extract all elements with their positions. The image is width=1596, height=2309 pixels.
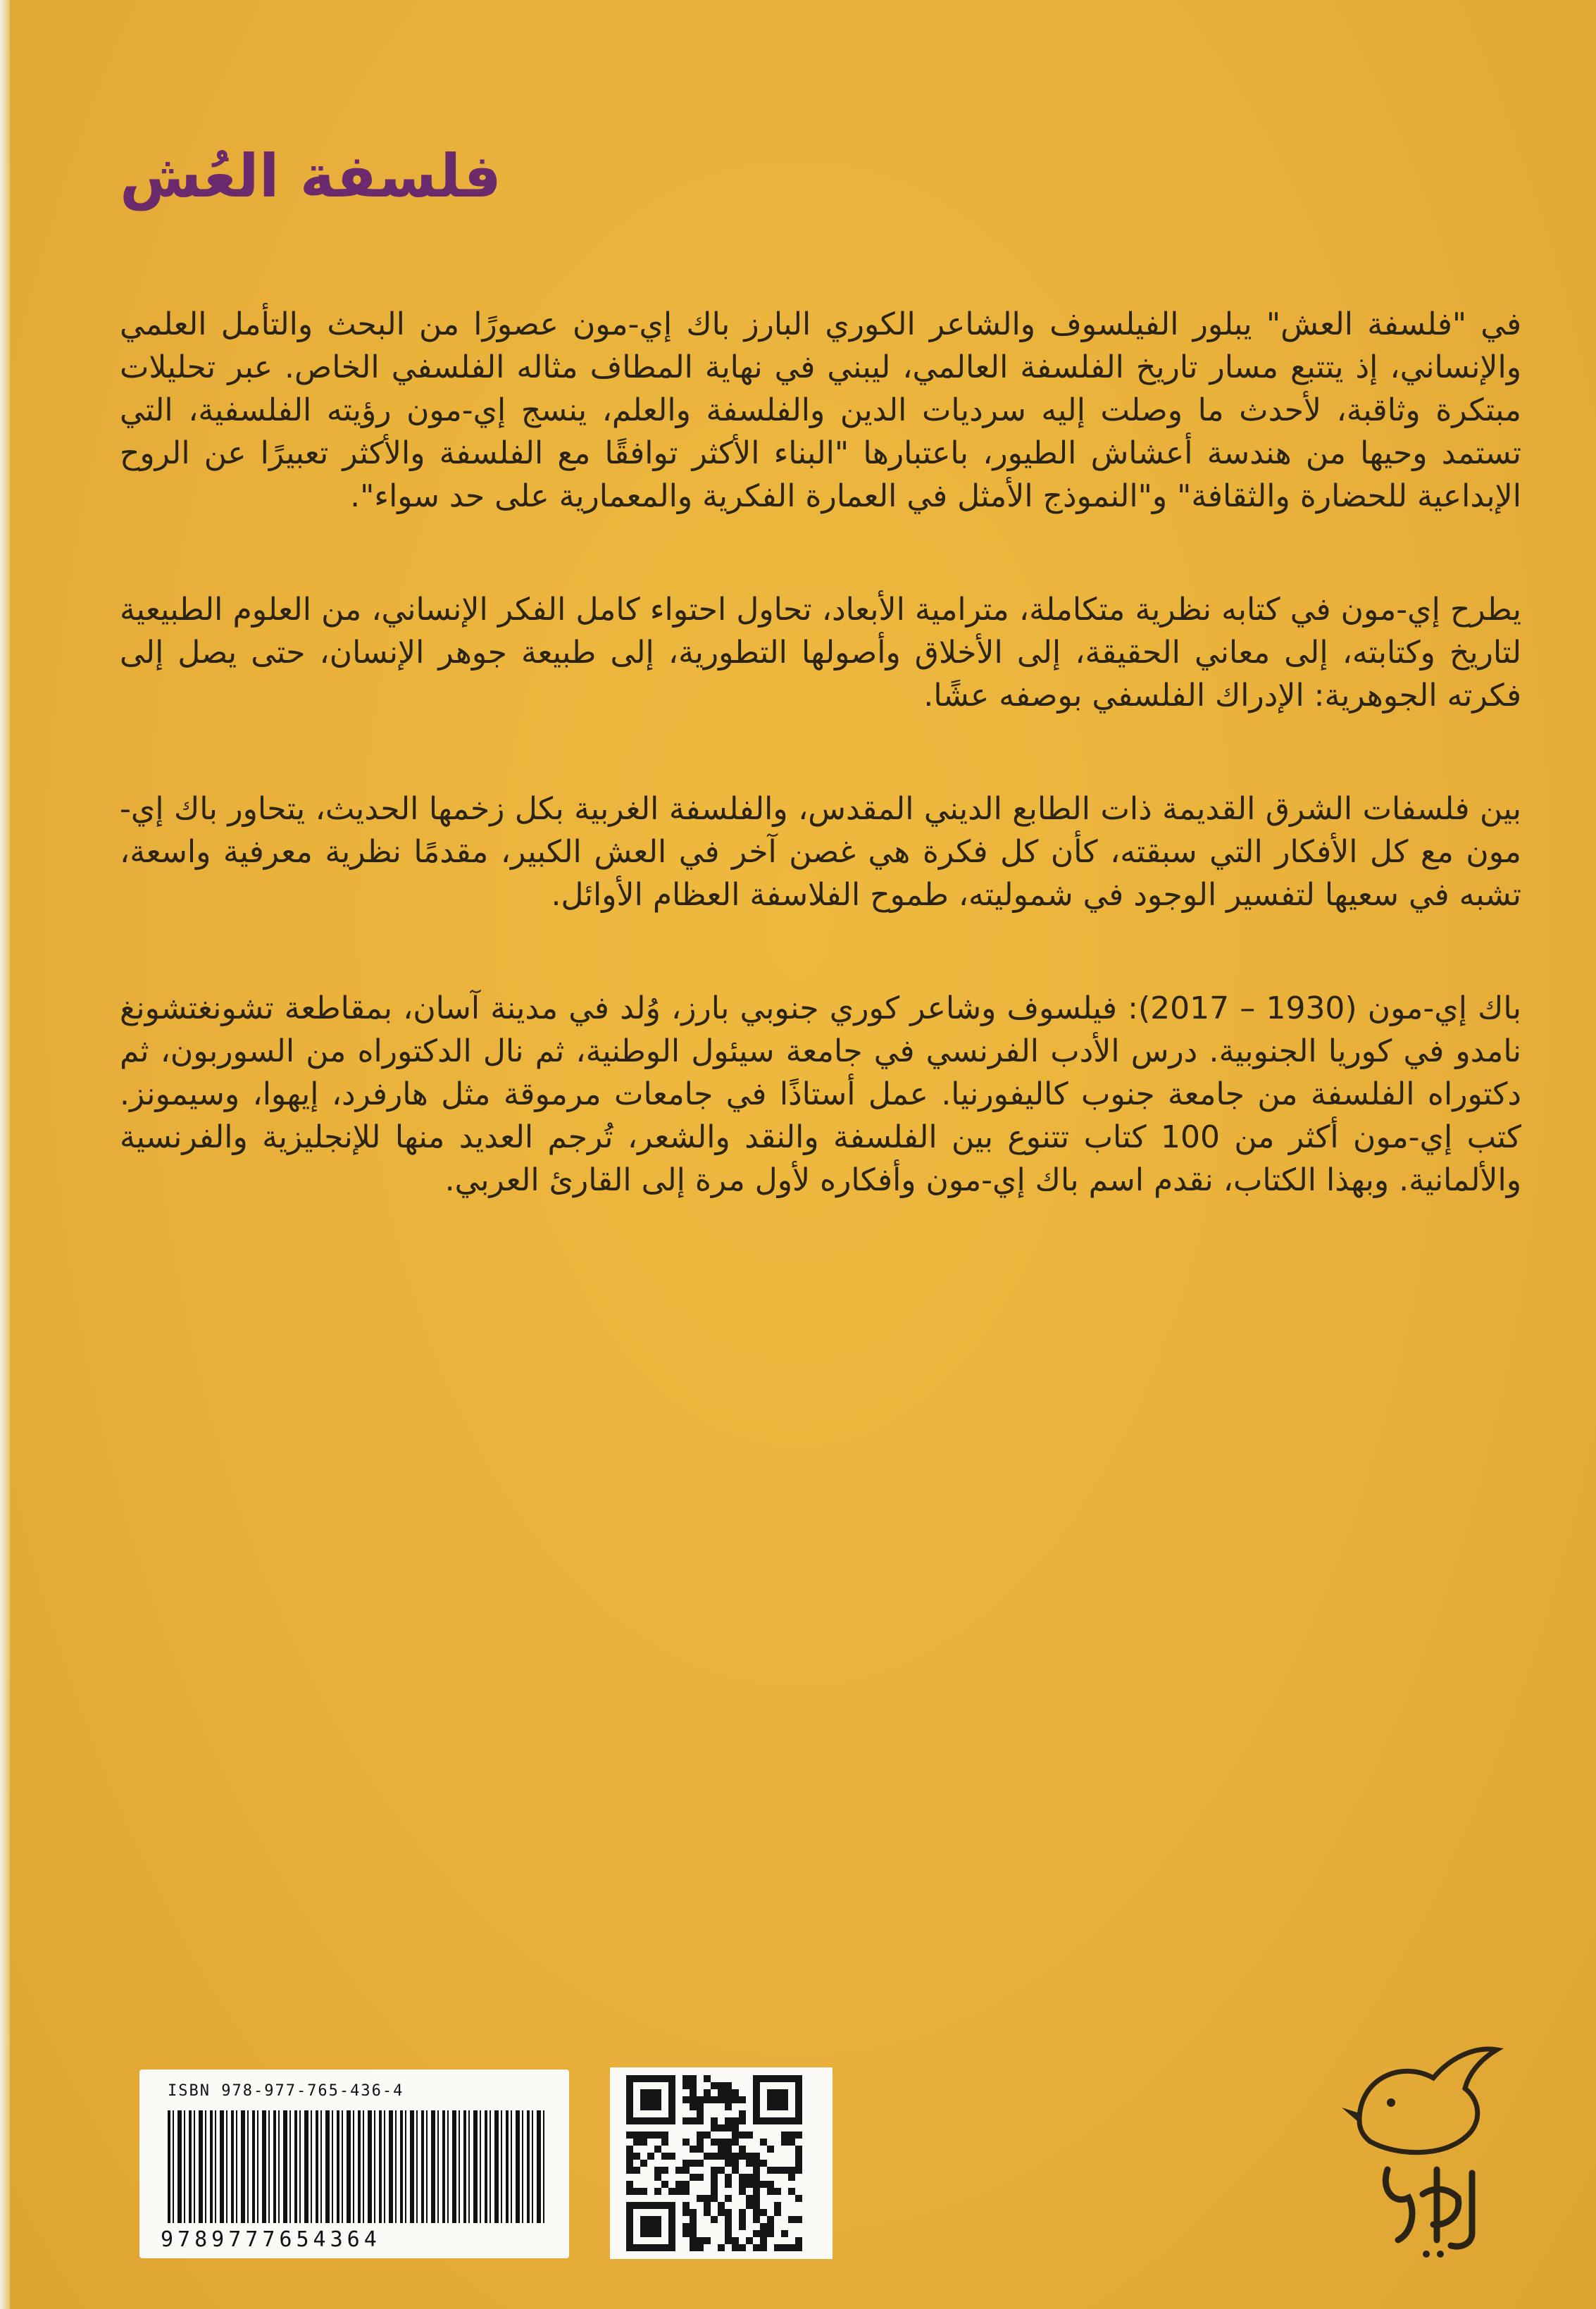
blurb-paragraph-3: بين فلسفات الشرق القديمة ذات الطابع الديني المقدس، والفلسفة الغربية بكل زخمها الحديث، يتحاور باك إي-مون مع كل الأفكار التي سبقته، كأن كل فكرة هي غصن آخر في العش الكبير، مقدمًا نظرية معرفية واسعة، تشبه في سعيها لتفسير الوجود في شموليته، طموح الفلاسفة العظام الأوائل. (120, 791, 1521, 913)
barcode-digits: 9789777654364 (161, 2227, 381, 2252)
blurb-paragraph-2: يطرح إي-مون في كتابه نظرية متكاملة، مترامية الأبعاد، تحاول احتواء كامل الفكر الإنساني، من العلوم الطبيعية لتاريخ وكتابته، إلى معاني الحقيقة، إلى الأخلاق وأصولها التطورية، إلى طبيعة جوهر الإنسان، حتى يصل إلى فكرته الجوهرية: الإدراك الفلسفي بوصفه عشًا. (120, 592, 1521, 714)
book-title: فلسفة العُش (120, 142, 501, 211)
qr-code-icon (610, 2067, 833, 2259)
bird-logo-icon (1310, 2029, 1514, 2261)
isbn-label: ISBN 978-977-765-436-4 (168, 2082, 404, 2100)
blurb (120, 303, 1521, 1272)
barcode-icon (168, 2110, 548, 2223)
author-bio: باك إي-مون (1930 – 2017): فيلسوف وشاعر كوري جنوبي بارز، وُلد في مدينة آسان، بمقاطعة تشونغتشونغ نامدو في كوريا الجنوبية. درس الأدب الفرنسي في جامعة سيئول الوطنية، ثم نال الدكتوراه من السوربون، ثم دكتوراه الفلسفة من جامعة جنوب كاليفورنيا. عمل أستاذًا في جامعات مرموقة مثل هارفرد، إيهوا، وسيمونز. كتب إي-مون أكثر من 100 كتاب تتنوع بين الفلسفة والنقد والشعر، تُرجم العديد منها للإنجليزية والفرنسية والألمانية. وبهذا الكتاب، نقدم اسم باك إي-مون وأفكاره لأول مرة إلى القارئ العربي. (120, 990, 1522, 1198)
blurb-paragraph-1: في "فلسفة العش" يبلور الفيلسوف والشاعر الكوري البارز باك إي-مون عصورًا من البحث والتأمل العلمي والإنساني، إذ يتتبع مسار تاريخ الفلسفة العالمي، ليبني في نهاية المطاف مثاله الفلسفي الخاص. عبر تحليلات مبتكرة وثاقبة، لأحدث ما وصلت إليه سرديات الدين والفلسفة والعلم، ينسج إي-مون رؤيته الفلسفية، التي تستمد وحيها من هندسة أعشاش الطيور، باعتبارها "البناء الأكثر توافقًا مع الفلسفة والأكثر تعبيرًا عن الروح الإبداعية للحضارة والثقافة" و"النموذج الأمثل في العمارة الفكرية والمعمارية على حد سواء". (120, 306, 1521, 514)
cover-edge (0, 0, 10, 2309)
isbn-barcode (139, 2070, 569, 2258)
